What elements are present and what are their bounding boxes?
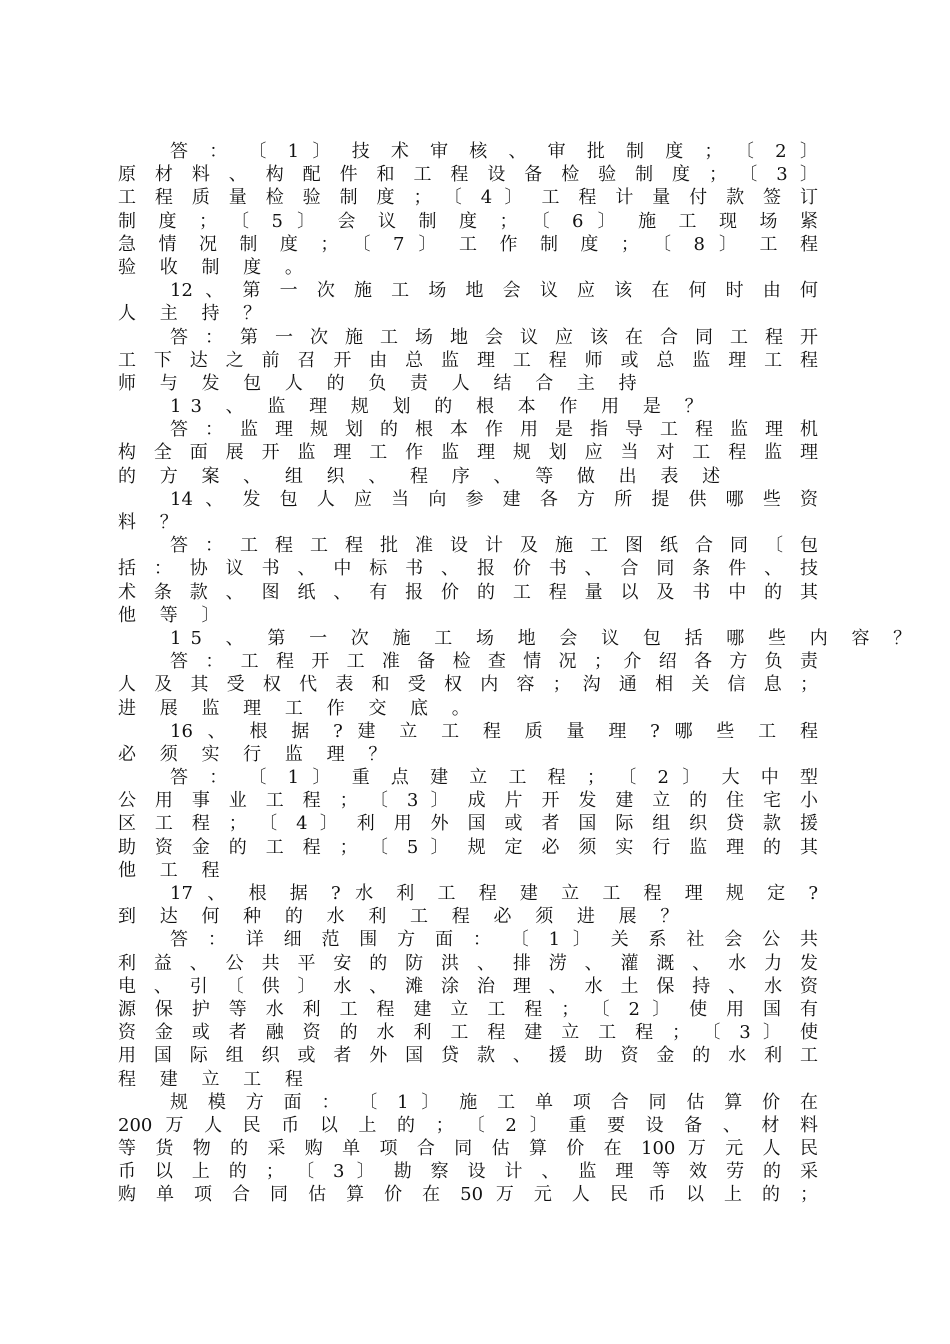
text-line: 规 模 方 面 ： 〔 1 〕 施 工 单 项 合 同 估 算 价 在 <box>170 1091 819 1113</box>
text-line: 答 ： 监 理 规 划 的 根 本 作 用 是 指 导 工 程 监 理 机 <box>170 419 818 441</box>
text-line: 料 ？ <box>118 512 187 533</box>
text-line: 的 方 案 、 组 织 、 程 序 、 等 做 出 表 述 <box>118 465 730 487</box>
text-line: 14 、 发 包 人 应 当 向 参 建 各 方 所 提 供 哪 些 资 <box>170 488 818 510</box>
text-line: 助 资 金 的 工 程 ； 〔 5 〕 规 定 必 须 实 行 监 理 的 其 <box>118 836 818 858</box>
text-line: 构 全 面 展 开 监 理 工 作 监 理 规 划 应 当 对 工 程 监 理 <box>118 442 818 464</box>
text-line: 急 情 况 制 度 ； 〔 7 〕 工 作 制 度 ； 〔 8 〕 工 程 <box>118 233 818 255</box>
text-line: 答 ： 工 程 工 程 批 准 设 计 及 施 工 图 纸 合 同 〔 包 <box>170 535 818 557</box>
text-line: 工 下 达 之 前 召 开 由 总 监 理 工 程 师 或 总 监 理 工 程 <box>118 349 818 371</box>
text-line: 资 金 或 者 融 资 的 水 利 工 程 建 立 工 程 ； 〔 3 〕 使 <box>118 1022 818 1044</box>
text-line: 术 条 款 、 图 纸 、 有 报 价 的 工 程 量 以 及 书 中 的 其 <box>118 581 818 603</box>
text-line: 区 工 程 ； 〔 4 〕 利 用 外 国 或 者 国 际 组 织 贷 款 援 <box>118 813 818 835</box>
text-line: 17 、 根 据 ? 水 利 工 程 建 立 工 程 理 规 定 ? <box>170 883 818 904</box>
text-line: 16 、 根 据 ? 建 立 工 程 质 量 理 ? 哪 些 工 程 <box>170 720 818 742</box>
text-line: 用 国 际 组 织 或 者 外 国 贷 款 、 援 助 资 金 的 水 利 工 <box>118 1045 818 1067</box>
text-line: 200 万 人 民 币 以 上 的 ； 〔 2 〕 重 要 设 备 、 材 料 <box>118 1114 819 1136</box>
text-line: 工 程 质 量 检 验 制 度 ； 〔 4 〕 工 程 计 量 付 款 签 订 <box>118 187 818 209</box>
text-line: 他 工 程 <box>118 859 229 881</box>
text-line: 币 以 上 的 ； 〔 3 〕 勘 察 设 计 、 监 理 等 效 劳 的 采 <box>118 1161 818 1183</box>
text-line: 答 ： 〔 1 〕 重 点 建 立 工 程 ； 〔 2 〕 大 中 型 <box>170 767 818 789</box>
document-page <box>118 140 921 1207</box>
text-line: 答 ： 详 细 范 围 方 面 ： 〔 1 〕 关 系 社 会 公 共 <box>170 929 819 951</box>
text-line: 必 须 实 行 监 理 ？ <box>118 743 396 765</box>
text-line: 答 ： 〔 1 〕 技 术 审 核 、 审 批 制 度 ； 〔 2 〕 <box>170 141 818 162</box>
text-line: 购 单 项 合 同 估 算 价 在 50 万 元 人 民 币 以 上 的 ； <box>118 1184 818 1206</box>
text-line: 答 ： 工 程 开 工 准 备 检 查 情 况 ； 介 绍 各 方 负 责 <box>170 651 818 673</box>
text-line: 答 ： 第 一 次 施 工 场 地 会 议 应 该 在 合 同 工 程 开 <box>170 326 818 348</box>
text-line: 括 ： 协 议 书 、 中 标 书 、 报 价 书 、 合 同 条 件 、 技 <box>118 558 818 580</box>
text-line: 到 达 何 种 的 水 利 工 程 必 须 进 展 ？ <box>118 906 688 928</box>
text-line: 公 用 事 业 工 程 ； 〔 3 〕 成 片 开 发 建 立 的 住 宅 小 <box>118 790 818 812</box>
text-line: 源 保 护 等 水 利 工 程 建 立 工 程 ； 〔 2 〕 使 用 国 有 <box>118 998 818 1020</box>
text-line: 等 货 物 的 采 购 单 项 合 同 估 算 价 在 100 万 元 人 民 <box>118 1138 818 1160</box>
text-line: 制 度 ； 〔 5 〕 会 议 制 度 ； 〔 6 〕 施 工 现 场 紧 <box>118 210 818 232</box>
text-line: 师 与 发 包 人 的 负 责 人 结 合 主 持 <box>118 372 646 394</box>
text-line: 验 收 制 度 。 <box>118 256 312 278</box>
text-line: 电 、 引 〔 供 〕 水 、 滩 涂 治 理 、 水 土 保 持 、 水 资 <box>118 975 818 997</box>
text-line: 人 及 其 受 权 代 表 和 受 权 内 容 ； 沟 通 相 关 信 息 ； <box>118 674 818 696</box>
text-line: 他 等 〕 <box>118 604 229 626</box>
text-line: 人 主 持 ？ <box>118 303 271 325</box>
text-line: 利 益 、 公 共 平 安 的 防 洪 、 排 涝 、 灌 溉 、 水 力 发 <box>118 952 818 974</box>
text-line: 12 、 第 一 次 施 工 场 地 会 议 应 该 在 何 时 由 何 <box>170 280 818 302</box>
text-line: 程 建 立 工 程 <box>118 1068 312 1090</box>
text-line: 原 材 料 、 构 配 件 和 工 程 设 备 检 验 制 度 ； 〔 3 〕 <box>118 164 818 186</box>
text-line: 15 、 第 一 次 施 工 场 地 会 议 包 括 哪 些 内 容 ？ <box>170 627 921 649</box>
text-line: 13 、 监 理 规 划 的 根 本 作 用 是 ？ <box>170 396 712 418</box>
text-line: 进 展 监 理 工 作 交 底 。 <box>118 697 479 719</box>
